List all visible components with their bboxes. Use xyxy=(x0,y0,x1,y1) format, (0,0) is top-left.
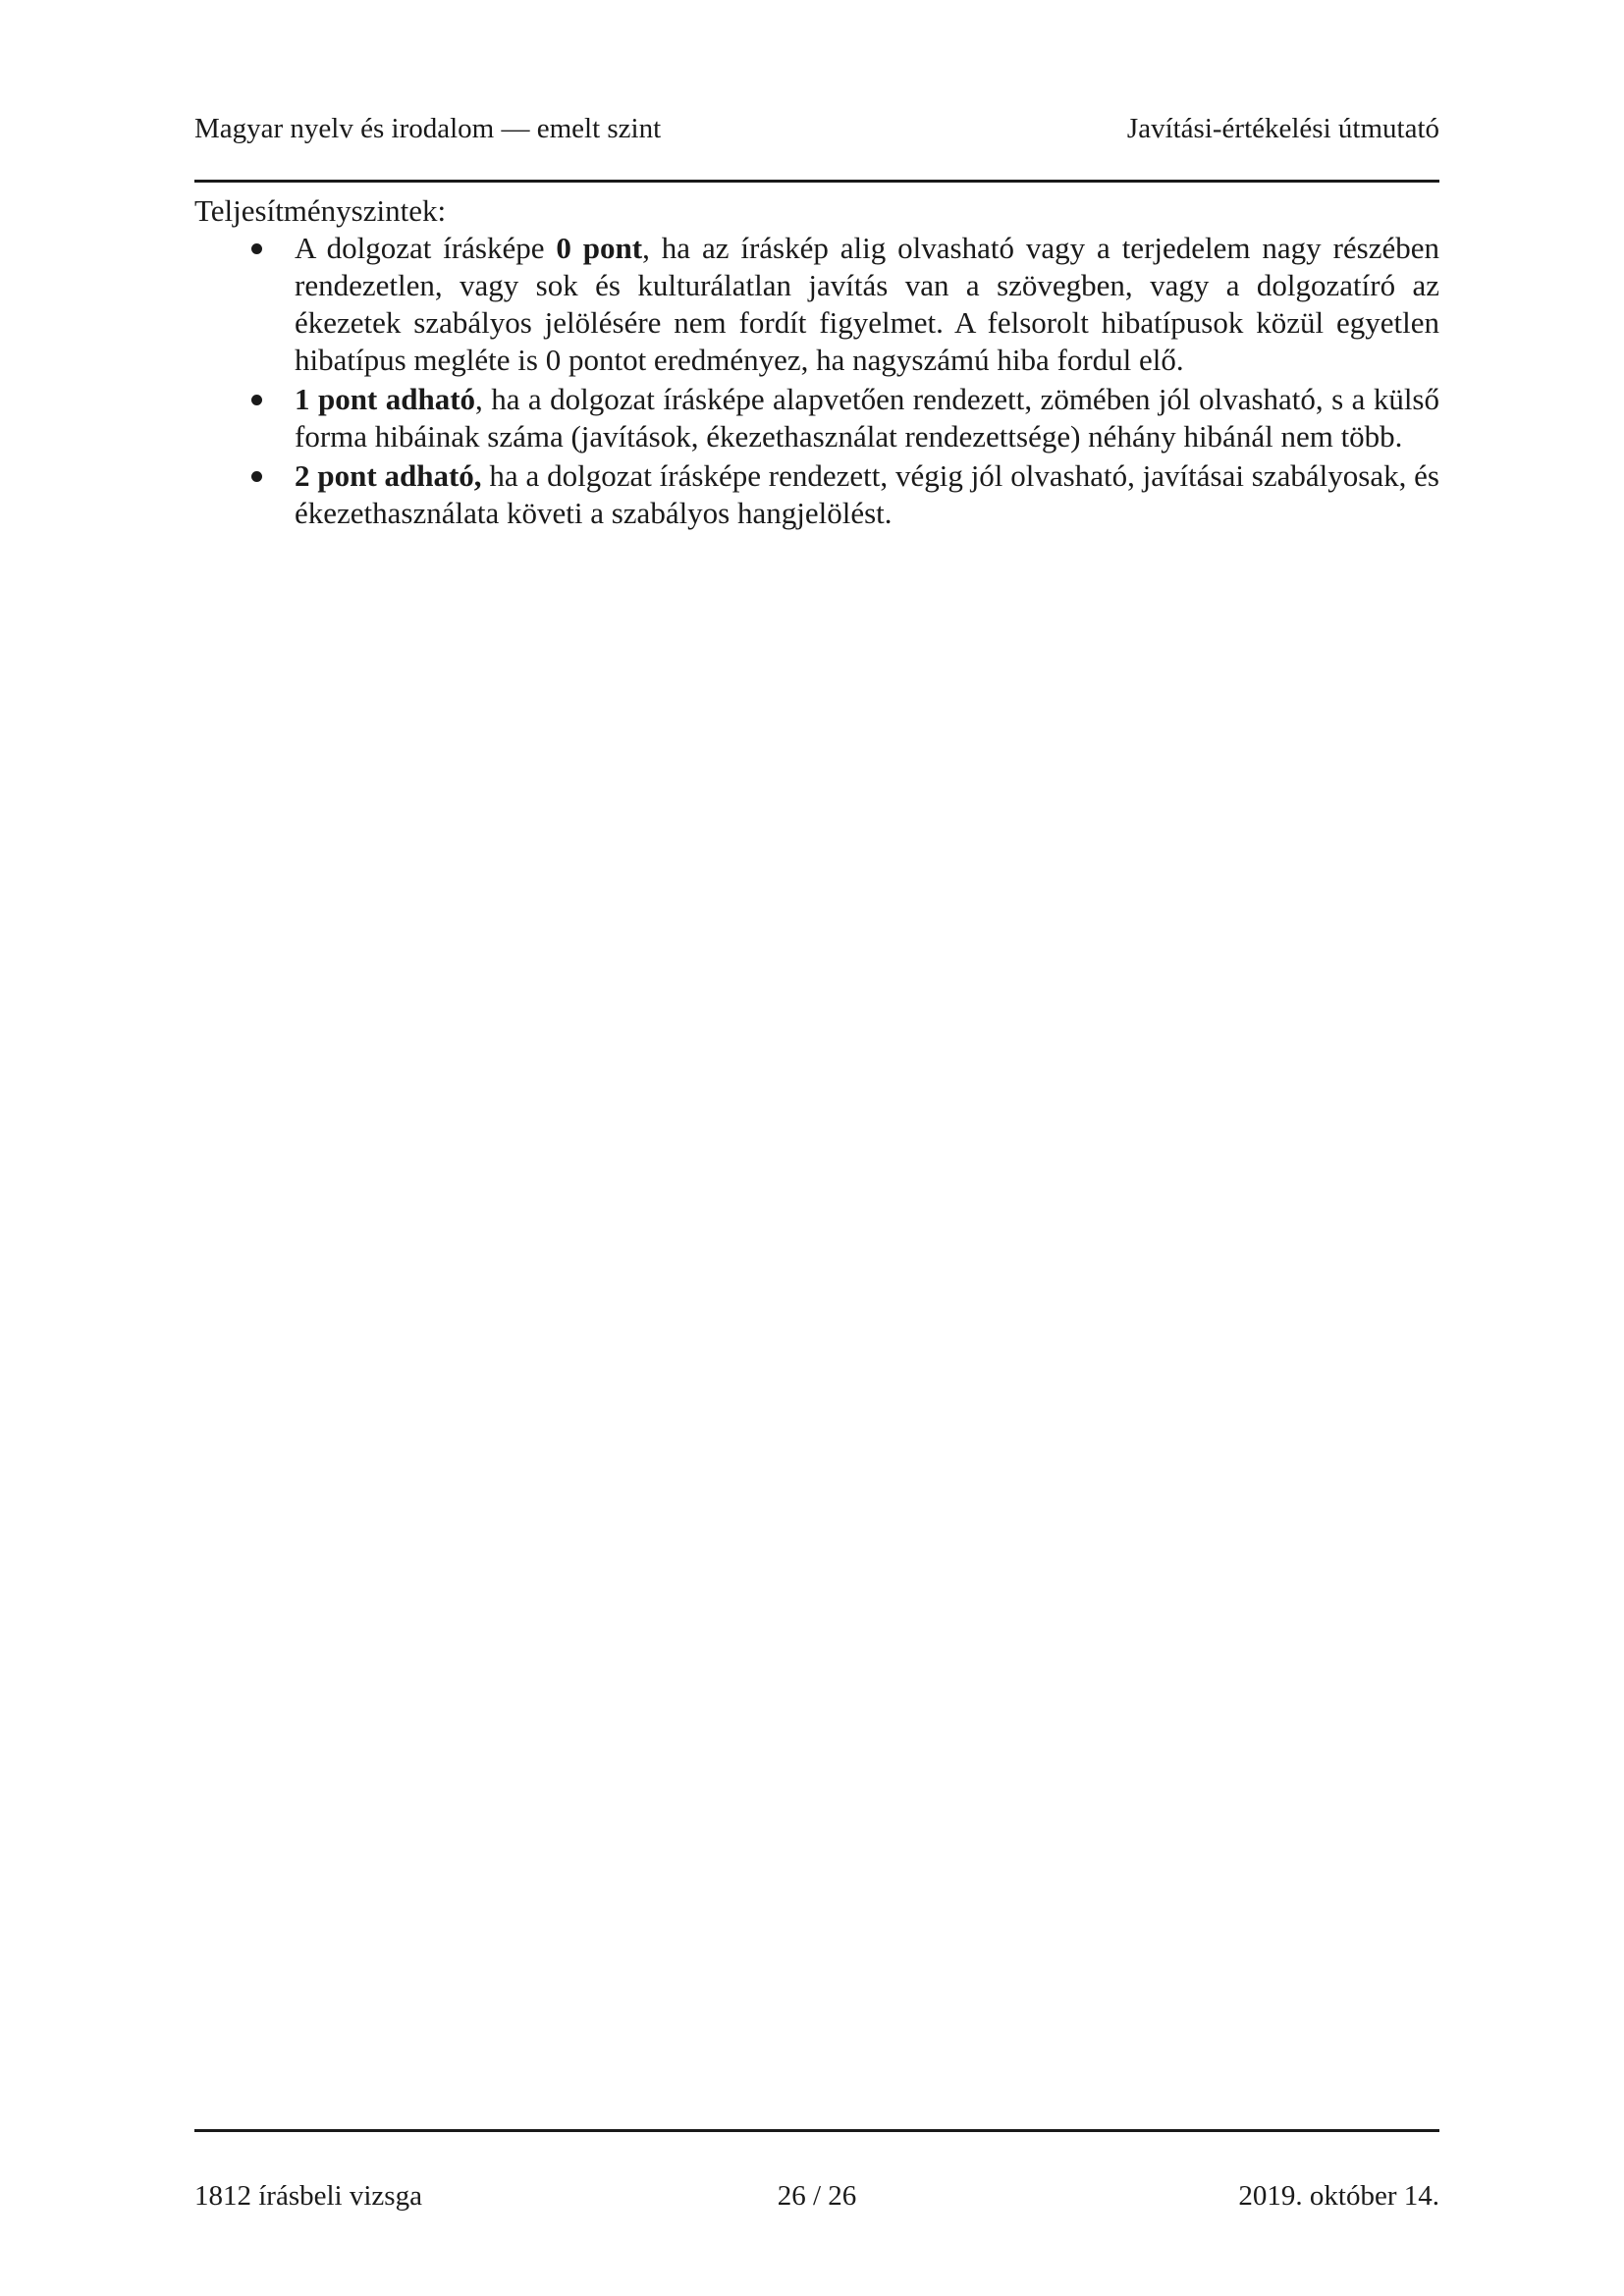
footer-divider xyxy=(194,2129,1439,2132)
item-text-bold: 1 pont adható xyxy=(295,382,476,416)
page-footer xyxy=(194,2179,1439,2218)
list-item-level-1 xyxy=(194,381,1439,455)
item-text-post: ha a dolgozat írásképe rendezett, végig jól olvasható, javításai szabályosak, és ékezethasználata követi a szabályos hangjelölést. xyxy=(295,458,1439,530)
bullet-icon xyxy=(251,243,262,254)
performance-levels-list xyxy=(194,230,1439,532)
item-text-post: , ha az íráskép alig olvasható vagy a terjedelem nagy részében rendezetlen, vagy sok és kulturálatlan javítás van a szövegben, vagy a dolgozatíró az ékezetek szabályos jelölésére nem fordít figyelmet. A felsorolt hibatípusok közül egyetlen hibatípus megléte is 0 pontot eredményez, ha nagyszámú hiba fordul elő. xyxy=(295,231,1439,377)
list-item-level-2 xyxy=(194,457,1439,532)
bullet-icon xyxy=(251,471,262,482)
page-header xyxy=(194,106,1439,155)
item-text-pre: A dolgozat írásképe xyxy=(295,231,557,265)
item-text-bold: 0 pont xyxy=(556,231,643,265)
header-divider xyxy=(194,180,1439,183)
page-number: 26 / 26 xyxy=(777,2180,857,2212)
header-subject: Magyar nyelv és irodalom — emelt szint xyxy=(194,113,662,144)
item-text-post: , ha a dolgozat írásképe alapvetően rendezett, zömében jól olvasható, s a külső forma hibáinak száma (javítások, ékezethasználat rendezettsége) néhány hibánál nem több. xyxy=(295,382,1439,454)
list-item-level-0 xyxy=(194,230,1439,379)
footer-exam-code: 1812 írásbeli vizsga xyxy=(194,2180,422,2212)
main-content xyxy=(194,192,1439,534)
footer-date: 2019. október 14. xyxy=(1238,2180,1439,2212)
bullet-icon xyxy=(251,395,262,405)
header-document-type: Javítási-értékelési útmutató xyxy=(1126,113,1439,144)
item-text-bold: 2 pont adható, xyxy=(295,458,482,493)
section-title: Teljesítményszintek: xyxy=(194,193,447,228)
